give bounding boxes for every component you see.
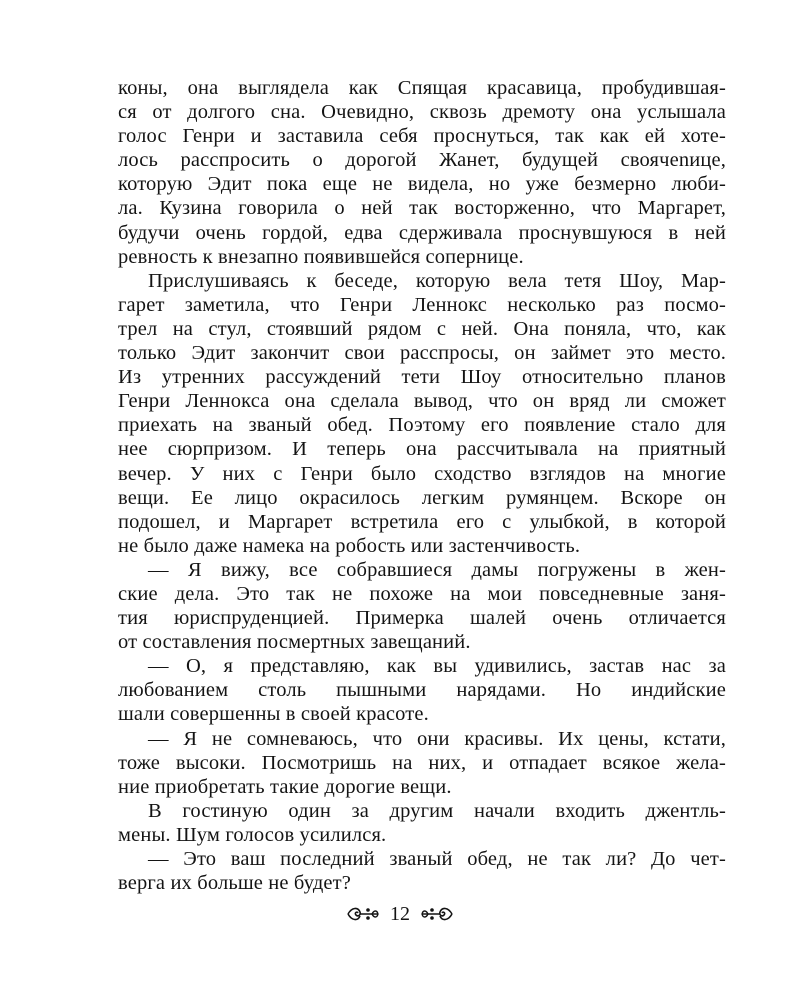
text-line: Прислушиваясь к беседе, которую вела тетя Шоу, Мар- <box>148 269 726 292</box>
text-line: мены. Шум голосов усилился. <box>118 823 387 846</box>
text-line: коны, она выглядела как Спящая красавица, пробудившая- <box>118 77 726 99</box>
text-line: трел на стул, стоявший рядом с ней. Она поняла, что, как <box>118 317 726 340</box>
text-line: подошел, и Маргарет встретила его с улыбкой, в которой <box>118 510 726 533</box>
text-line: ла. Кузина говорила о ней так восторженно, что Маргарет, <box>118 197 726 220</box>
page-number: 12 <box>390 903 410 925</box>
text-line: любованием столь пышными нарядами. Но индийские <box>118 679 726 702</box>
text-line: — О, я представляю, как вы удивились, застав нас за <box>148 655 726 678</box>
text-line: тия юриспруденцией. Примерка шалей очень отличается <box>118 607 726 630</box>
text-line: будучи очень гордой, едва сдерживала проснувшуюся в ней <box>118 221 726 244</box>
text-line: — Это ваш последний званый обед, не так ли? До чет- <box>148 848 726 870</box>
text-line: шали совершенны в своей красоте. <box>118 703 429 726</box>
text-line: не было даже намека на робость или застенчивость. <box>118 534 581 557</box>
text-line: ские дела. Это так не похоже на мои повседневные заня- <box>118 582 726 605</box>
text-line: — Я не сомневаюсь, что они красивы. Их цены, кстати, <box>148 727 726 750</box>
text-line: от составления посмертных завещаний. <box>118 631 471 654</box>
text-line: ревность к внезапно появившейся сопернице. <box>118 245 524 268</box>
fleuron-right-icon <box>420 905 454 923</box>
text-line: лось расспросить о дорогой Жанет, будущей своячenице, <box>118 149 726 172</box>
text-line: Из утренних рассуждений тети Шоу относительно планов <box>118 366 726 389</box>
fleuron-left-icon <box>346 905 380 923</box>
text-line: ние приобретать такие дорогие вещи. <box>118 775 452 798</box>
text-line: тоже высоки. Посмотришь на них, и отпадает всякое жела- <box>118 751 726 774</box>
text-line: вечер. У них с Генри было сходство взглядов на многие <box>118 462 726 485</box>
book-page-text <box>118 76 726 895</box>
text-line: верга их больше не будет? <box>118 872 352 895</box>
text-line: нее сюрпризом. И теперь она рассчитывала на приятный <box>118 438 726 461</box>
text-line: ся от долгого сна. Очевидно, сквозь дремоту она услышала <box>118 101 726 124</box>
text-line: — Я вижу, все собравшиеся дамы погружены в жен- <box>148 558 726 581</box>
text-line: гарет заметила, что Генри Леннокс несколько раз посмо- <box>118 293 726 316</box>
text-line: которую Эдит пока еще не видела, но уже безмерно люби- <box>118 173 726 196</box>
text-line: вещи. Ее лицо окрасилось легким румянцем. Вскоре он <box>118 486 726 509</box>
text-line: голос Генри и заставила себя проснуться, так как ей хоте- <box>118 125 726 148</box>
page-footer <box>0 902 800 926</box>
text-line: Генри Леннокса она сделала вывод, что он вряд ли сможет <box>118 390 726 413</box>
text-line: В гостиную один за другим начали входить джентль- <box>148 799 726 822</box>
text-line: только Эдит закончит свои расспросы, он займет это место. <box>118 342 726 365</box>
text-line: приехать на званый обед. Поэтому его появление стало для <box>118 414 726 437</box>
